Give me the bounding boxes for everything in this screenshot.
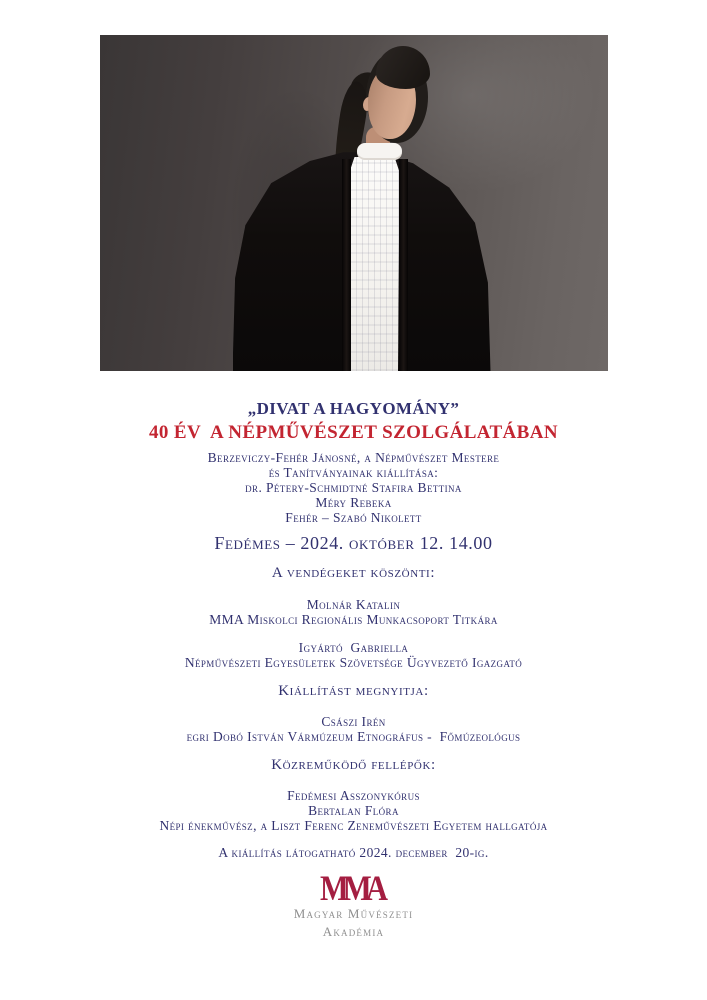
entry-igyarto-gabriella bbox=[0, 640, 707, 670]
mma-monogram-icon: MMA bbox=[319, 868, 382, 908]
org-name-line2: Akadémia bbox=[322, 924, 385, 939]
person-role: Népművészeti Egyesületek Szövetsége Ügyvezető Igazgató bbox=[184, 655, 523, 670]
performer-name: Fedémesi Asszonykórus bbox=[287, 788, 420, 803]
exhibitors-block bbox=[0, 450, 707, 525]
poster-subtitle: 40 ÉV A NÉPMŰVÉSZET SZOLGÁLATÁBAN bbox=[148, 422, 558, 443]
exhibitor-line: dr. Pétery-Schmidtné Stafira Bettina bbox=[245, 480, 462, 495]
entry-csaszi-iren bbox=[0, 714, 707, 744]
performer-name: Bertalan Flóra bbox=[308, 803, 399, 818]
mma-logo bbox=[0, 868, 707, 941]
jacket-braid-trim-right bbox=[399, 159, 408, 371]
section-header-opening: Kiállítást megnyitja: bbox=[278, 683, 429, 699]
portrait-photo bbox=[100, 35, 608, 371]
section-header-greeting: A vendégeket köszönti: bbox=[271, 565, 436, 581]
jacket-braid-trim-left bbox=[342, 159, 351, 371]
event-place-date-line: Fedémes – 2024. október 12. 14.00 bbox=[214, 533, 493, 553]
embroidered-white-blouse bbox=[350, 157, 400, 371]
entry-performers bbox=[0, 788, 707, 833]
person-role: MMA Miskolci Regionális Munkacsoport Titkára bbox=[209, 612, 498, 627]
closing-visiting-line: A kiállítás látogatható 2024. december 20-ig. bbox=[218, 845, 489, 860]
lace-collar bbox=[357, 143, 402, 160]
person-name: Császi Irén bbox=[321, 714, 386, 729]
section-header-performers: Közreműködő fellépők: bbox=[271, 757, 436, 773]
exhibitor-line: Méry Rebeka bbox=[315, 495, 392, 510]
person-name: Igyártó Gabriella bbox=[298, 640, 409, 655]
org-name-line1: Magyar Művészeti bbox=[293, 906, 414, 921]
exhibitor-line: Berzeviczy-Fehér Jánosné, a Népművészet Mestere bbox=[207, 450, 500, 465]
exhibitor-line: és Tanítványainak kiállítása: bbox=[268, 465, 439, 480]
poster-title: „DIVAT A HAGYOMÁNY” bbox=[247, 399, 460, 418]
entry-molnar-katalin bbox=[0, 597, 707, 627]
person-role: egri Dobó István Vármúzeum Etnográfus - Főmúzeológus bbox=[186, 729, 521, 744]
performer-role: Népi énekművész, a Liszt Ferenc Zeneművészeti Egyetem hallgatója bbox=[159, 818, 548, 833]
person-name: Molnár Katalin bbox=[306, 597, 401, 612]
exhibitor-line: Fehér – Szabó Nikolett bbox=[285, 510, 422, 525]
